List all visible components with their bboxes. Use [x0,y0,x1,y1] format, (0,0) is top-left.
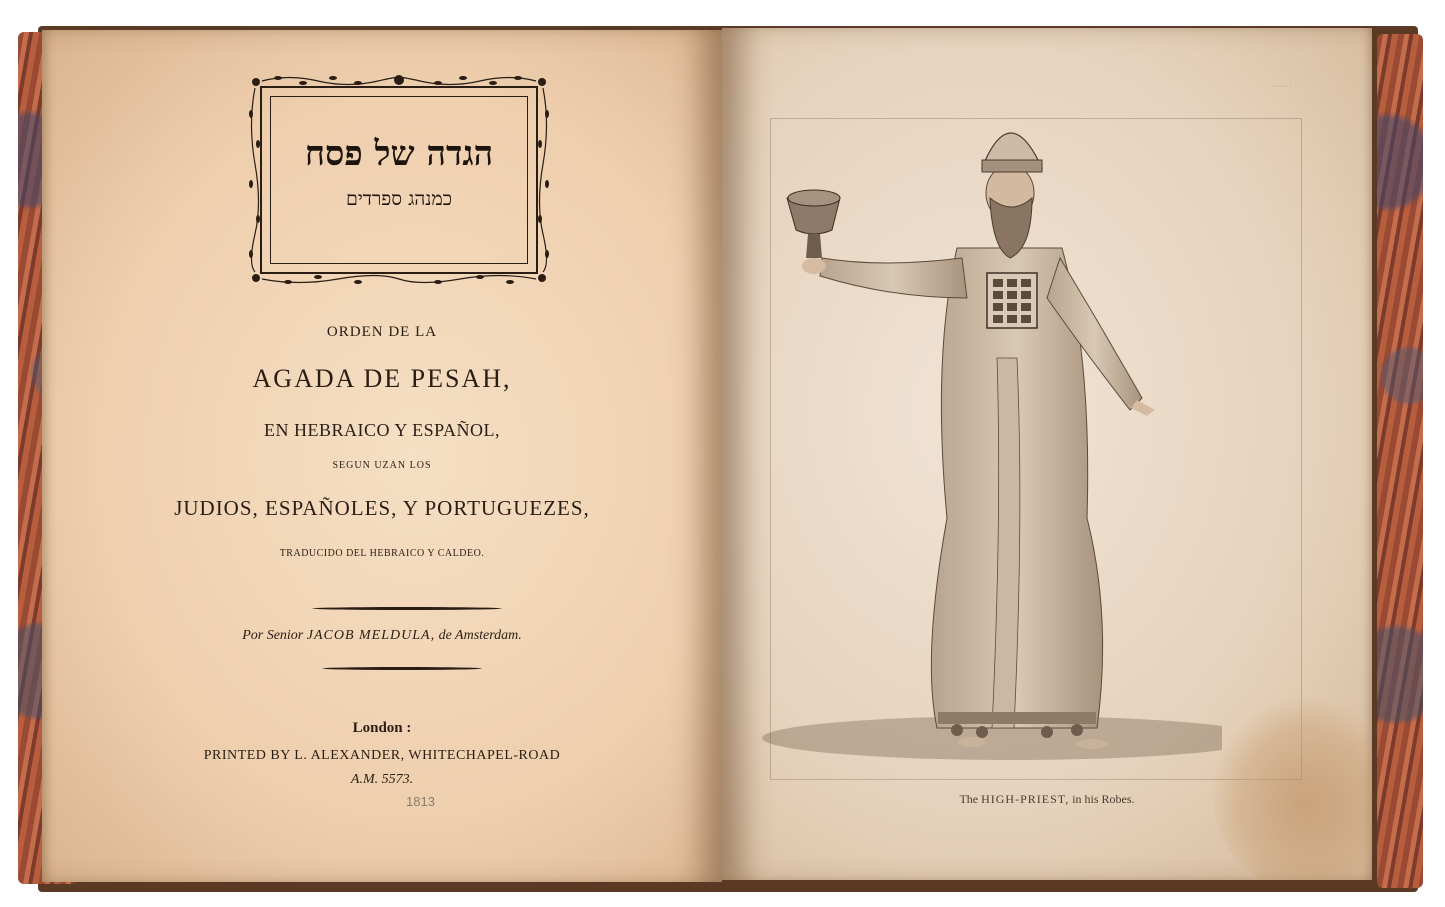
hebrew-title: הגדה של פסח [304,134,494,174]
caption-post: in his Robes. [1072,792,1135,806]
title-language-line: EN HEBRAICO Y ESPAÑOL, [263,420,501,440]
water-stain [1212,698,1372,880]
high-priest-engraving [742,98,1222,778]
ornamental-frame [248,74,550,286]
author-line [42,628,722,644]
imprint-year: A.M. 5573. [350,772,414,787]
open-book [18,26,1423,892]
imprint-place: London : [352,720,412,736]
title-judios-line: JUDIOS, ESPAÑOLES, Y PORTUGUEZES, [174,496,590,520]
title-traducido-line: TRADUCIDO DEL HEBRAICO Y CALDEO. [279,548,485,559]
title-page [42,30,722,882]
divider-rule-bottom [322,667,482,670]
title-main: AGADA DE PESAH, [252,364,512,393]
title-segun-line: SEGUN UZAN LOS [332,460,432,471]
plate-caption [722,792,1372,807]
frontispiece-page [722,28,1372,880]
divider-rule-top [312,607,502,610]
title-line-orden: ORDEN DE LA [326,324,438,340]
author-name: JACOB MELDULA, [306,628,436,643]
marbled-cover-right [1377,34,1423,888]
hebrew-subtitle: כמנהג ספרדים [345,188,453,210]
caption-pre: The [959,792,979,806]
pencil-note: 1813 [406,794,435,809]
caption-title: HIGH-PRIEST, [981,792,1070,806]
author-suffix: de Amsterdam. [438,628,522,643]
author-prefix: Por Senior [242,628,304,643]
frame-inner-border [270,96,528,264]
plate-tiny-mark: · · · · · · [1272,84,1292,90]
imprint-printer: PRINTED BY L. ALEXANDER, WHITECHAPEL-ROAD [203,748,561,763]
